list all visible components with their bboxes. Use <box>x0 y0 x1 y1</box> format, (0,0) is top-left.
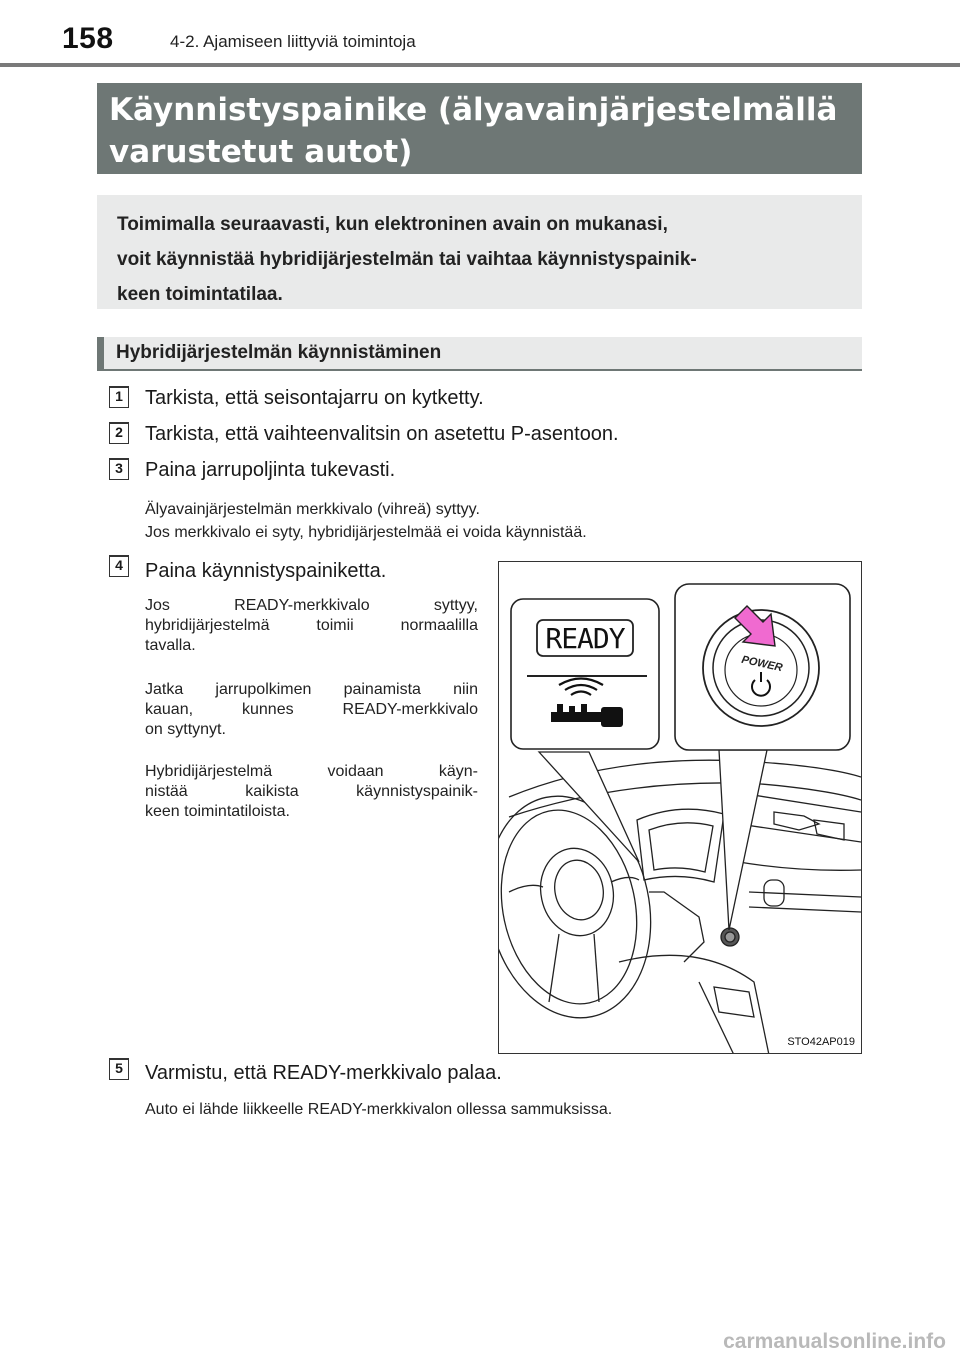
power-button-illustration <box>498 561 862 1054</box>
step-4-paragraph-2 <box>145 680 478 740</box>
step-5-note: Auto ei lähde liikkeelle READY-merkkivalon ollessa sammuksissa. <box>145 1101 613 1118</box>
intro-line-1: Toimimalla seuraavasti, kun elektroninen avain on mukanasi, <box>117 214 668 235</box>
step-text-2: Tarkista, että vaihteenvalitsin on asetettu P-asentoon. <box>145 423 619 445</box>
step-3-note-1: Älyavainjärjestelmän merkkivalo (vihreä) syttyy. <box>145 501 480 518</box>
step-4-para-2-line-2: kauan, kunnes READY-merkkivalo <box>145 701 478 718</box>
step-number-5: 5 <box>109 1058 129 1080</box>
step-4-para-2-line-3: on syttynyt. <box>145 721 226 738</box>
step-4-para-1-line-2: hybridijärjestelmä toimii normaalilla <box>145 617 478 634</box>
page-number: 158 <box>62 22 114 55</box>
step-4-para-3-line-3: keen toimintatiloista. <box>145 803 290 820</box>
dash-second-line <box>509 783 861 817</box>
step-4-paragraph-1 <box>145 596 478 656</box>
header-divider <box>0 63 960 67</box>
step-4-para-2-line-1: Jatka jarrupolkimen painamista niin <box>145 681 478 698</box>
step-text-1: Tarkista, että seisontajarru on kytketty. <box>145 387 484 409</box>
watermark: carmanualsonline.info <box>723 1330 946 1353</box>
page-title <box>97 83 862 174</box>
page-title-line-1: Käynnistyspainike (älyavainjärjestelmällä <box>109 92 838 128</box>
page-title-line-2: varustetut autot) <box>109 134 413 170</box>
power-callout <box>675 584 850 930</box>
step-3-note-2: Jos merkkivalo ei syty, hybridijärjestelmää ei voida käynnistää. <box>145 524 587 541</box>
step-4-paragraph-3 <box>145 762 478 822</box>
step-4-para-1-line-3: tavalla. <box>145 637 196 654</box>
power-button-label: POWER <box>740 653 784 675</box>
step-4-para-3-line-2: nistää kaikista käynnistyspainik- <box>145 783 478 800</box>
steering-wheel-outer <box>499 781 671 1033</box>
step-number-1: 1 <box>109 386 129 408</box>
steering-wheel-hub <box>533 841 622 942</box>
step-number-4: 4 <box>109 555 129 577</box>
step-4-para-3-line-1: Hybridijärjestelmä voidaan käyn- <box>145 763 478 780</box>
instrument-cluster <box>637 809 724 882</box>
step-text-4: Paina käynnistyspainiketta. <box>145 560 387 582</box>
intro-box <box>97 195 862 309</box>
step-text-3: Paina jarrupoljinta tukevasti. <box>145 459 396 481</box>
figure-code: STO42AP019 <box>787 1036 855 1048</box>
ready-indicator-label: READY <box>545 622 625 655</box>
step-number-3: 3 <box>109 458 129 480</box>
subheading: Hybridijärjestelmän käynnistäminen <box>97 337 862 371</box>
intro-line-3: keen toimintatilaa. <box>117 284 283 305</box>
section-reference: 4-2. Ajamiseen liittyviä toimintoja <box>170 32 416 51</box>
step-4-para-1-line-1: Jos READY-merkkivalo syttyy, <box>145 597 478 614</box>
intro-line-2: voit käynnistää hybridijärjestelmän tai vaihtaa käynnistyspainik- <box>117 249 697 270</box>
step-number-2: 2 <box>109 422 129 444</box>
step-text-5: Varmistu, että READY-merkkivalo palaa. <box>145 1062 502 1084</box>
